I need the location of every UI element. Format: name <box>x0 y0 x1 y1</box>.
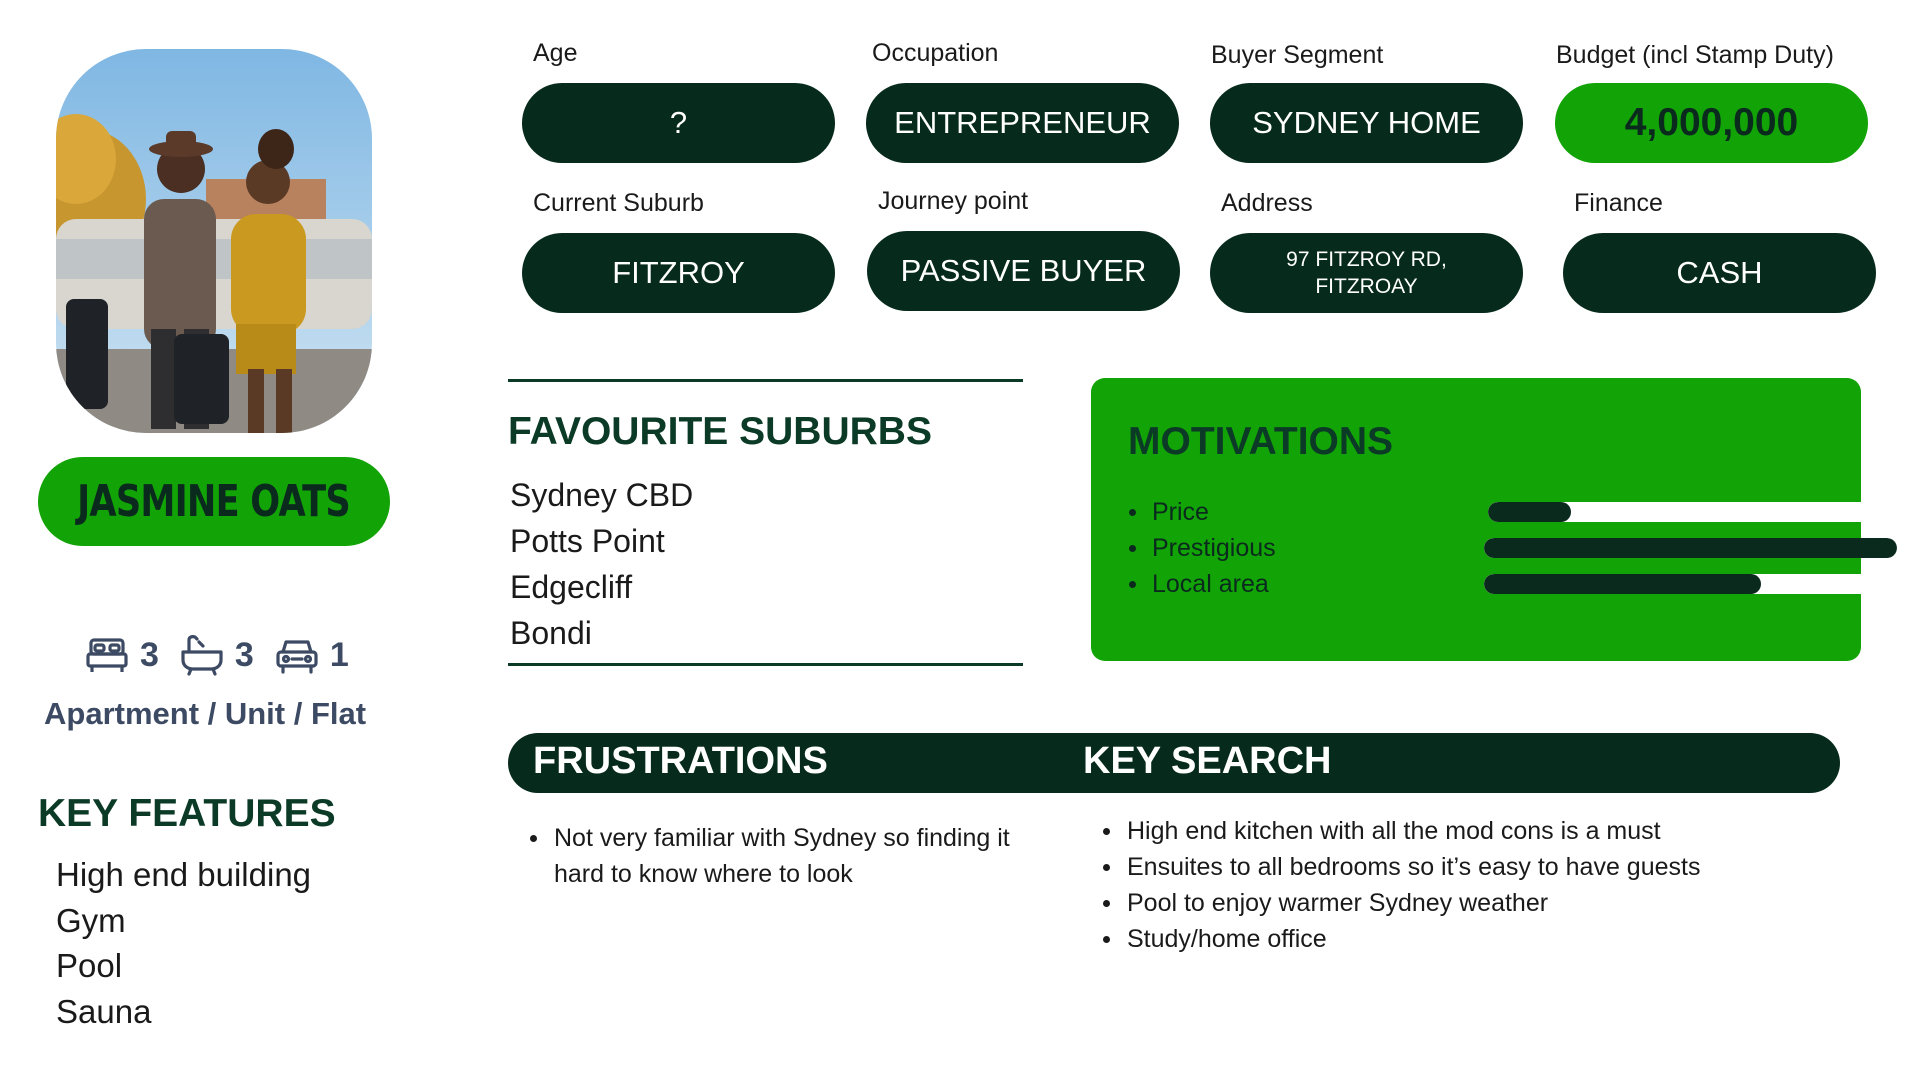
key-features-title: KEY FEATURES <box>38 792 336 835</box>
list-item: Bondi <box>510 615 592 651</box>
motivation-bar <box>1488 502 1901 522</box>
list-item: Potts Point <box>510 523 665 559</box>
frustrations-title: FRUSTRATIONS <box>533 740 828 782</box>
key-search-title: KEY SEARCH <box>1083 740 1332 782</box>
occupation-field <box>866 83 1179 163</box>
list-item: Study/home office <box>1103 921 1803 957</box>
bullet <box>1129 545 1136 552</box>
list-item: Edgecliff <box>510 569 633 605</box>
journey-point-label: Journey point <box>878 187 1029 215</box>
car-spaces-count: 1 <box>329 635 349 674</box>
journey-point-field <box>867 231 1180 311</box>
motivation-label: Prestigious <box>1152 534 1276 562</box>
age-value: ? <box>669 105 688 140</box>
bedrooms-count: 3 <box>140 635 159 674</box>
list-item: Pool to enjoy warmer Sydney weather <box>1103 885 1803 921</box>
motivation-bar-fill <box>1484 574 1761 594</box>
persona-name-badge <box>38 457 390 546</box>
list-item: Sydney CBD <box>510 477 694 513</box>
age-label: Age <box>533 39 578 67</box>
age-field <box>522 83 835 163</box>
motivation-label: Local area <box>1152 570 1269 598</box>
list-item: Gym <box>56 901 126 939</box>
key-features-list <box>56 852 311 1034</box>
budget-value: 4,000,000 <box>1624 101 1799 144</box>
list-item: High end kitchen with all the mod cons is a must <box>1103 813 1803 849</box>
motivation-row <box>1129 530 1849 566</box>
occupation-label: Occupation <box>872 39 999 67</box>
favourite-suburbs-list <box>510 472 693 656</box>
bathrooms-count: 3 <box>234 635 254 674</box>
finance-field <box>1563 233 1876 313</box>
car-spaces-spec <box>274 632 349 678</box>
current-suburb-value: FITZROY <box>612 255 745 290</box>
persona-photo-image <box>56 49 372 433</box>
motivation-row <box>1129 494 1849 530</box>
list-item: Not very familiar with Sydney so finding it hard to know where to look <box>530 820 1020 892</box>
finance-value: CASH <box>1676 255 1763 290</box>
divider <box>508 663 1023 666</box>
bedrooms-spec <box>84 632 159 678</box>
divider <box>508 379 1023 382</box>
property-specs <box>84 630 369 680</box>
buyer-segment-field <box>1210 83 1523 163</box>
bullet <box>1129 581 1136 588</box>
favourite-suburbs-title: FAVOURITE SUBURBS <box>508 410 932 453</box>
list-item: Sauna <box>56 992 152 1030</box>
journey-point-value: PASSIVE BUYER <box>900 253 1147 288</box>
bathtub-icon <box>179 632 225 678</box>
address-field <box>1210 233 1523 313</box>
buyer-segment-value: SYDNEY HOME <box>1252 105 1481 140</box>
budget-field <box>1555 83 1868 163</box>
bullet <box>1129 509 1136 516</box>
persona-photo <box>56 49 372 433</box>
current-suburb-label: Current Suburb <box>533 189 704 217</box>
motivations-panel <box>1091 378 1861 661</box>
address-value: 97 FITZROY RD, FITZROAY <box>1286 248 1447 298</box>
list-item: Ensuites to all bedrooms so it’s easy to have guests <box>1103 849 1803 885</box>
frustrations-list <box>530 820 1020 892</box>
list-item: Pool <box>56 947 123 984</box>
address-label: Address <box>1221 189 1313 217</box>
bed-icon <box>84 632 130 678</box>
persona-name: JASMINE OATS <box>77 476 351 527</box>
motivation-label: Price <box>1152 498 1209 526</box>
buyer-segment-label: Buyer Segment <box>1211 41 1384 69</box>
key-search-list <box>1103 813 1803 957</box>
motivation-bar <box>1484 538 1897 558</box>
motivations-title: MOTIVATIONS <box>1128 420 1394 463</box>
finance-label: Finance <box>1574 189 1663 217</box>
motivation-bar-fill <box>1484 538 1897 558</box>
bathrooms-spec <box>179 632 254 678</box>
occupation-value: ENTREPRENEUR <box>894 105 1151 140</box>
motivation-row <box>1129 566 1849 602</box>
list-item: High end building <box>56 856 312 893</box>
budget-label: Budget (incl Stamp Duty) <box>1556 41 1834 69</box>
property-type: Apartment / Unit / Flat <box>44 696 367 731</box>
current-suburb-field <box>522 233 835 313</box>
motivation-bar <box>1484 574 1897 594</box>
motivation-bar-fill <box>1488 502 1571 522</box>
car-icon <box>274 632 320 678</box>
